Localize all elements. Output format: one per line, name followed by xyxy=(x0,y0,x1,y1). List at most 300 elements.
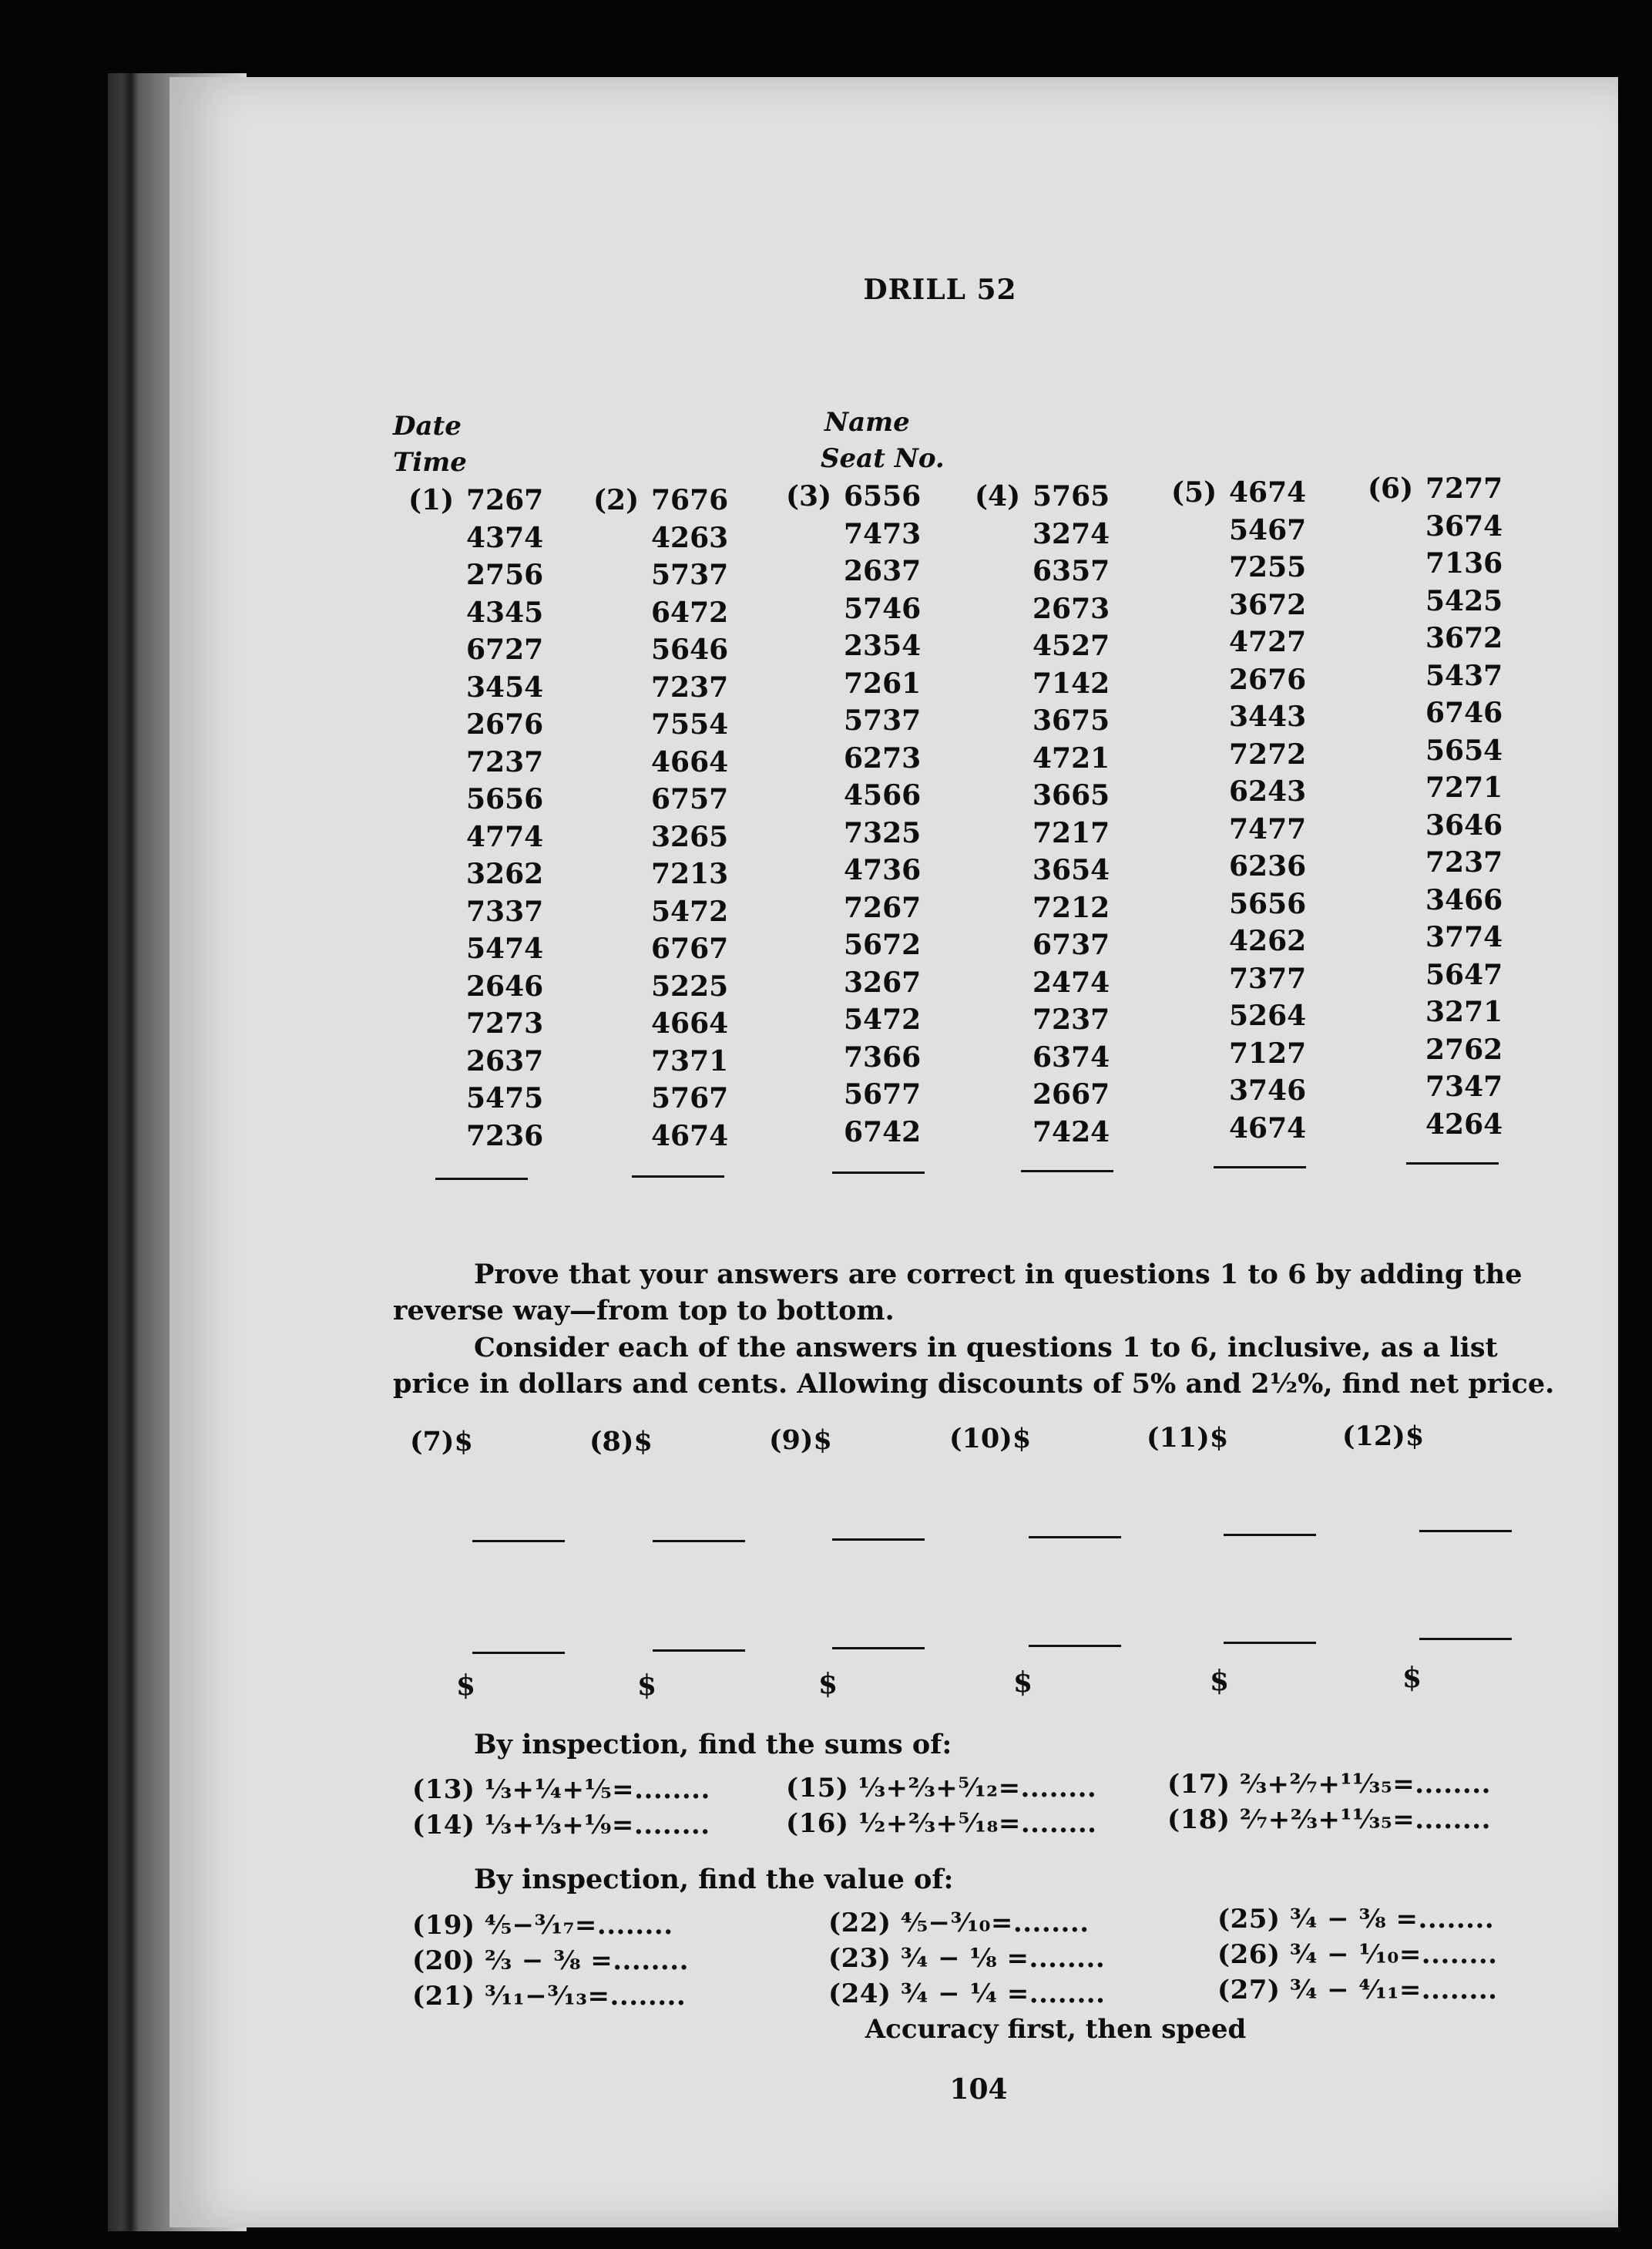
question-number: (3) xyxy=(786,480,832,513)
question-number xyxy=(1368,545,1425,583)
column-4-row xyxy=(975,815,1152,852)
question-10-label: (10)$ xyxy=(949,1423,1032,1454)
addend-value: 5425 xyxy=(1425,584,1503,617)
answer-rule-6 xyxy=(1406,1162,1499,1165)
time-label: Time xyxy=(393,447,467,478)
addend-value: 3265 xyxy=(651,820,729,853)
question-number xyxy=(1171,773,1229,811)
question-number xyxy=(975,964,1032,1002)
addend-value: 4674 xyxy=(651,1119,729,1152)
question-number xyxy=(975,1076,1032,1114)
column-1-row xyxy=(408,706,586,744)
question-number xyxy=(593,669,651,707)
column-5-row xyxy=(1171,811,1348,849)
net-price-line-12b xyxy=(1419,1638,1512,1640)
addend-value: 3454 xyxy=(466,671,544,704)
column-6-row xyxy=(1368,1106,1545,1144)
addend-value: 7325 xyxy=(844,816,922,849)
addition-column-5 xyxy=(1171,474,1348,1147)
dollar-sign-12: $ xyxy=(1402,1662,1422,1694)
question-number xyxy=(593,631,651,669)
addend-value: 3674 xyxy=(1425,509,1503,543)
addend-value: 6243 xyxy=(1229,775,1307,808)
column-1-row xyxy=(408,594,586,632)
addend-value: 3746 xyxy=(1229,1074,1307,1107)
column-6-row xyxy=(1368,1031,1545,1069)
column-3-row xyxy=(786,1114,963,1151)
addend-value: 5472 xyxy=(844,1003,922,1036)
question-number xyxy=(593,968,651,1006)
net-price-line-11b xyxy=(1224,1642,1316,1644)
column-1-row xyxy=(408,819,586,856)
addend-value: 7136 xyxy=(1425,547,1503,580)
question-number xyxy=(593,519,651,557)
column-6-row xyxy=(1368,620,1545,657)
net-price-line-10a xyxy=(1029,1536,1121,1538)
column-4-row xyxy=(975,478,1152,516)
addend-value: 6742 xyxy=(844,1115,922,1148)
question-number: (6) xyxy=(1368,472,1414,505)
addition-column-6 xyxy=(1368,470,1545,1143)
question-number xyxy=(1368,769,1425,807)
column-4-row xyxy=(975,926,1152,964)
addend-value: 5656 xyxy=(1229,887,1307,920)
addend-value: 4264 xyxy=(1425,1108,1503,1141)
addend-value: 5746 xyxy=(844,592,922,625)
column-4-row xyxy=(975,1001,1152,1039)
column-5-row xyxy=(1171,661,1348,699)
dollar-sign-8: $ xyxy=(637,1669,657,1702)
question-number: (2) xyxy=(593,484,640,516)
question-number xyxy=(975,702,1032,740)
column-5-row xyxy=(1171,1035,1348,1073)
column-3-row xyxy=(786,553,963,590)
question-number xyxy=(1171,1035,1229,1073)
question-number xyxy=(975,740,1032,778)
addition-column-1 xyxy=(408,482,586,1155)
question-number xyxy=(408,631,466,669)
column-3-row xyxy=(786,1076,963,1114)
exercise-15: (15) ⅓+⅔+⁵⁄₁₂=........ xyxy=(786,1773,1097,1804)
question-number xyxy=(975,926,1032,964)
column-6-row xyxy=(1368,844,1545,882)
addend-value: 3267 xyxy=(844,966,922,999)
column-3-row xyxy=(786,1039,963,1077)
exercise-16: (16) ½+⅔+⁵⁄₁₈=........ xyxy=(786,1808,1097,1839)
column-4-row xyxy=(975,516,1152,553)
column-1-row xyxy=(408,1118,586,1155)
question-number xyxy=(975,777,1032,815)
column-6-row xyxy=(1368,470,1545,508)
question-number xyxy=(408,594,466,632)
column-2-row xyxy=(593,893,771,931)
column-2-row xyxy=(593,1005,771,1043)
question-number xyxy=(1171,624,1229,661)
column-1-row xyxy=(408,1080,586,1118)
addend-value: 3672 xyxy=(1229,588,1307,621)
answer-rule-2 xyxy=(632,1175,724,1178)
net-price-line-9a xyxy=(832,1538,925,1541)
column-6-row xyxy=(1368,1068,1545,1106)
addend-value: 6556 xyxy=(844,480,922,513)
addend-value: 5672 xyxy=(844,929,922,961)
addend-value: 7237 xyxy=(466,745,544,778)
addend-value: 6757 xyxy=(651,783,729,815)
column-2-row xyxy=(593,744,771,782)
exercise-20: (20) ⅔ − ⅜ =........ xyxy=(412,1945,689,1976)
column-3-row xyxy=(786,926,963,964)
column-6-row xyxy=(1368,694,1545,732)
question-number xyxy=(1368,583,1425,620)
question-11-label: (11)$ xyxy=(1147,1422,1229,1454)
question-number xyxy=(786,964,844,1002)
addend-value: 2762 xyxy=(1425,1033,1503,1066)
addend-value: 5264 xyxy=(1229,1000,1307,1032)
exercise-13: (13) ⅓+¼+⅕=........ xyxy=(412,1774,710,1805)
addend-value: 4674 xyxy=(1229,1111,1307,1145)
column-2-row xyxy=(593,1080,771,1118)
column-6-row xyxy=(1368,545,1545,583)
column-6-row xyxy=(1368,657,1545,695)
addend-value: 3774 xyxy=(1425,921,1503,953)
dollar-sign-9: $ xyxy=(818,1668,838,1700)
column-4-row xyxy=(975,964,1152,1002)
column-3-row xyxy=(786,852,963,889)
question-8-label: (8)$ xyxy=(589,1426,653,1457)
question-number xyxy=(1171,512,1229,550)
question-number xyxy=(786,516,844,553)
column-3-row xyxy=(786,590,963,628)
column-3-row xyxy=(786,815,963,852)
question-number xyxy=(593,1118,651,1155)
question-number xyxy=(1368,620,1425,657)
column-5-row xyxy=(1171,886,1348,923)
column-3-row xyxy=(786,777,963,815)
question-number xyxy=(786,852,844,889)
column-1-row xyxy=(408,519,586,557)
question-number xyxy=(1171,848,1229,886)
column-2-row xyxy=(593,930,771,968)
addend-value: 7473 xyxy=(844,517,922,550)
exercise-26: (26) ¾ − ¹⁄₁₀=........ xyxy=(1217,1939,1498,1970)
addend-value: 4527 xyxy=(1032,630,1110,662)
column-2-row xyxy=(593,819,771,856)
addend-value: 7377 xyxy=(1229,962,1307,995)
question-number xyxy=(975,1001,1032,1039)
column-6-row xyxy=(1368,882,1545,919)
column-5-row xyxy=(1171,923,1348,960)
question-number xyxy=(786,1114,844,1151)
column-4-row xyxy=(975,590,1152,628)
question-number xyxy=(1368,919,1425,956)
column-1-row xyxy=(408,1043,586,1081)
net-price-line-10b xyxy=(1029,1645,1121,1647)
net-price-line-9b xyxy=(832,1647,925,1649)
question-number xyxy=(1171,923,1229,960)
addend-value: 7236 xyxy=(466,1119,544,1152)
question-number xyxy=(786,627,844,665)
answer-rule-1 xyxy=(435,1178,528,1180)
column-2-row xyxy=(593,1118,771,1155)
question-number xyxy=(593,594,651,632)
question-number xyxy=(1368,956,1425,994)
addend-value: 2354 xyxy=(844,630,922,662)
net-price-line-12a xyxy=(1419,1530,1512,1532)
addend-value: 2637 xyxy=(466,1044,544,1077)
question-12-label: (12)$ xyxy=(1342,1420,1425,1452)
addend-value: 2667 xyxy=(1032,1078,1110,1111)
book-page xyxy=(170,77,1618,2227)
addend-value: 7255 xyxy=(1229,551,1307,583)
column-4-row xyxy=(975,889,1152,927)
dollar-sign-11: $ xyxy=(1210,1665,1230,1697)
column-1-row xyxy=(408,744,586,782)
addend-value: 7366 xyxy=(844,1040,922,1074)
addend-value: 4664 xyxy=(651,745,729,778)
addend-value: 7424 xyxy=(1032,1115,1110,1148)
question-number xyxy=(786,889,844,927)
addend-value: 3274 xyxy=(1032,517,1110,550)
column-2-row xyxy=(593,482,771,519)
addend-value: 7271 xyxy=(1425,772,1503,804)
column-4-row xyxy=(975,1114,1152,1151)
addend-value: 7337 xyxy=(466,895,544,928)
question-number xyxy=(1171,886,1229,923)
column-6-row xyxy=(1368,956,1545,994)
column-4-row xyxy=(975,740,1152,778)
footer-motto: Accuracy first, then speed xyxy=(865,2014,1247,2045)
column-1-row xyxy=(408,856,586,893)
question-number: (1) xyxy=(408,484,455,516)
question-number xyxy=(408,1043,466,1081)
question-number xyxy=(593,556,651,594)
discount-instruction: Consider each of the answers in questions 1 to 6, inclusive, as a list price in dollars and cents. Allowing discounts of 5% and 2½%, find net price. xyxy=(393,1332,1555,1400)
addend-value: 5647 xyxy=(1425,958,1503,991)
addend-value: 7272 xyxy=(1229,738,1307,771)
question-number xyxy=(408,1080,466,1118)
addend-value: 7277 xyxy=(1425,472,1503,505)
addend-value: 5737 xyxy=(844,704,922,737)
addend-value: 3665 xyxy=(1032,779,1110,812)
addend-value: 5467 xyxy=(1229,513,1307,546)
column-6-row xyxy=(1368,807,1545,845)
question-number xyxy=(593,706,651,744)
addend-value: 5654 xyxy=(1425,734,1503,767)
addend-value: 7127 xyxy=(1229,1037,1307,1070)
addend-value: 5475 xyxy=(466,1082,544,1114)
addend-value: 6767 xyxy=(651,933,729,965)
answer-rule-4 xyxy=(1021,1170,1113,1172)
column-3-row xyxy=(786,740,963,778)
addend-value: 7237 xyxy=(1425,846,1503,879)
column-1-row xyxy=(408,893,586,931)
addend-value: 4664 xyxy=(651,1007,729,1040)
addend-value: 7477 xyxy=(1229,812,1307,845)
column-6-row xyxy=(1368,732,1545,770)
question-7-label: (7)$ xyxy=(410,1426,473,1457)
column-2-row xyxy=(593,781,771,819)
column-5-row xyxy=(1171,773,1348,811)
question-number xyxy=(1368,807,1425,845)
question-number xyxy=(1171,997,1229,1035)
addend-value: 7212 xyxy=(1032,891,1110,924)
question-number xyxy=(1368,694,1425,732)
date-label: Date xyxy=(393,411,462,442)
question-number xyxy=(593,930,651,968)
addend-value: 7237 xyxy=(651,671,729,704)
question-number xyxy=(975,516,1032,553)
question-number xyxy=(1368,844,1425,882)
question-number xyxy=(1368,657,1425,695)
column-1-row xyxy=(408,781,586,819)
exercise-27: (27) ¾ − ⁴⁄₁₁=........ xyxy=(1217,1975,1498,2005)
net-price-line-7b xyxy=(472,1652,565,1654)
question-number xyxy=(786,553,844,590)
question-number xyxy=(408,930,466,968)
question-number xyxy=(408,781,466,819)
addend-value: 7371 xyxy=(651,1044,729,1077)
exercise-23: (23) ¾ − ⅛ =........ xyxy=(828,1943,1106,1974)
column-6-row xyxy=(1368,919,1545,956)
addend-value: 2637 xyxy=(844,555,922,587)
column-3-row xyxy=(786,889,963,927)
question-number xyxy=(593,1043,651,1081)
addend-value: 6746 xyxy=(1425,697,1503,729)
question-number xyxy=(1368,1031,1425,1069)
drill-title: DRILL 52 xyxy=(863,274,1017,306)
addend-value: 5646 xyxy=(651,634,729,666)
column-2-row xyxy=(593,594,771,632)
addend-value: 7267 xyxy=(844,891,922,924)
addend-value: 5737 xyxy=(651,559,729,591)
column-3-row xyxy=(786,478,963,516)
column-4-row xyxy=(975,553,1152,590)
column-3-row xyxy=(786,702,963,740)
question-number xyxy=(975,852,1032,889)
addend-value: 5437 xyxy=(1425,659,1503,692)
column-1-row xyxy=(408,930,586,968)
column-3-row xyxy=(786,665,963,703)
question-number xyxy=(975,665,1032,703)
question-number xyxy=(975,1039,1032,1077)
question-number xyxy=(786,1001,844,1039)
question-number xyxy=(593,856,651,893)
column-1-row xyxy=(408,556,586,594)
question-number xyxy=(1368,993,1425,1031)
question-number xyxy=(1171,960,1229,998)
question-number xyxy=(786,1039,844,1077)
column-4-row xyxy=(975,627,1152,665)
addend-value: 4262 xyxy=(1229,925,1307,957)
question-number xyxy=(408,556,466,594)
addend-value: 6357 xyxy=(1032,555,1110,587)
column-3-row xyxy=(786,1001,963,1039)
column-5-row xyxy=(1171,698,1348,736)
question-number xyxy=(1368,508,1425,546)
exercise-21: (21) ³⁄₁₁−³⁄₁₃=........ xyxy=(412,1981,687,2012)
addend-value: 4345 xyxy=(466,596,544,629)
addend-value: 6374 xyxy=(1032,1040,1110,1074)
addend-value: 6236 xyxy=(1229,850,1307,882)
addend-value: 7347 xyxy=(1425,1071,1503,1103)
addend-value: 7261 xyxy=(844,667,922,700)
column-5-row xyxy=(1171,549,1348,587)
question-number xyxy=(408,856,466,893)
addend-value: 4566 xyxy=(844,779,922,812)
addend-value: 5767 xyxy=(651,1082,729,1114)
column-1-row xyxy=(408,968,586,1006)
question-number xyxy=(593,819,651,856)
column-5-row xyxy=(1171,960,1348,998)
addend-value: 5472 xyxy=(651,895,729,928)
question-number xyxy=(1171,587,1229,624)
exercise-19: (19) ⅘−³⁄₁₇=........ xyxy=(412,1910,673,1941)
addend-value: 7142 xyxy=(1032,667,1110,700)
net-price-line-8a xyxy=(653,1540,745,1542)
addend-value: 7554 xyxy=(651,708,729,741)
addition-column-2 xyxy=(593,482,771,1155)
answer-rule-5 xyxy=(1214,1166,1306,1168)
addend-value: 3262 xyxy=(466,858,544,890)
exercise-25: (25) ¾ − ⅜ =........ xyxy=(1217,1904,1495,1935)
question-number xyxy=(593,1005,651,1043)
addend-value: 3443 xyxy=(1229,701,1307,733)
addend-value: 7273 xyxy=(466,1007,544,1040)
addend-value: 6472 xyxy=(651,596,729,629)
question-number xyxy=(408,1118,466,1155)
question-number xyxy=(1368,1106,1425,1144)
column-1-row xyxy=(408,669,586,707)
question-number xyxy=(786,665,844,703)
addend-value: 5677 xyxy=(844,1078,922,1111)
column-2-row xyxy=(593,631,771,669)
column-3-row xyxy=(786,516,963,553)
addend-value: 7217 xyxy=(1032,816,1110,849)
addend-value: 2646 xyxy=(466,970,544,1003)
question-number xyxy=(786,926,844,964)
question-number xyxy=(975,627,1032,665)
column-4-row xyxy=(975,702,1152,740)
column-2-row xyxy=(593,706,771,744)
addend-value: 3654 xyxy=(1032,854,1110,886)
question-number xyxy=(408,669,466,707)
question-number xyxy=(593,893,651,931)
column-1-row xyxy=(408,482,586,519)
question-number xyxy=(975,815,1032,852)
question-number xyxy=(786,1076,844,1114)
question-number xyxy=(975,590,1032,628)
question-number xyxy=(786,740,844,778)
question-number xyxy=(408,893,466,931)
column-6-row xyxy=(1368,583,1545,620)
question-number xyxy=(408,1005,466,1043)
addend-value: 3466 xyxy=(1425,883,1503,916)
question-number xyxy=(1171,811,1229,849)
addend-value: 4727 xyxy=(1229,626,1307,658)
question-number xyxy=(786,590,844,628)
column-5-row xyxy=(1171,736,1348,774)
question-number xyxy=(593,744,651,782)
addend-value: 4674 xyxy=(1229,476,1307,509)
addend-value: 5225 xyxy=(651,970,729,1003)
question-9-label: (9)$ xyxy=(769,1424,832,1456)
column-5-row xyxy=(1171,997,1348,1035)
column-5-row xyxy=(1171,512,1348,550)
column-2-row xyxy=(593,1043,771,1081)
addend-value: 2756 xyxy=(466,559,544,591)
net-price-line-7a xyxy=(472,1540,565,1542)
column-2-row xyxy=(593,856,771,893)
